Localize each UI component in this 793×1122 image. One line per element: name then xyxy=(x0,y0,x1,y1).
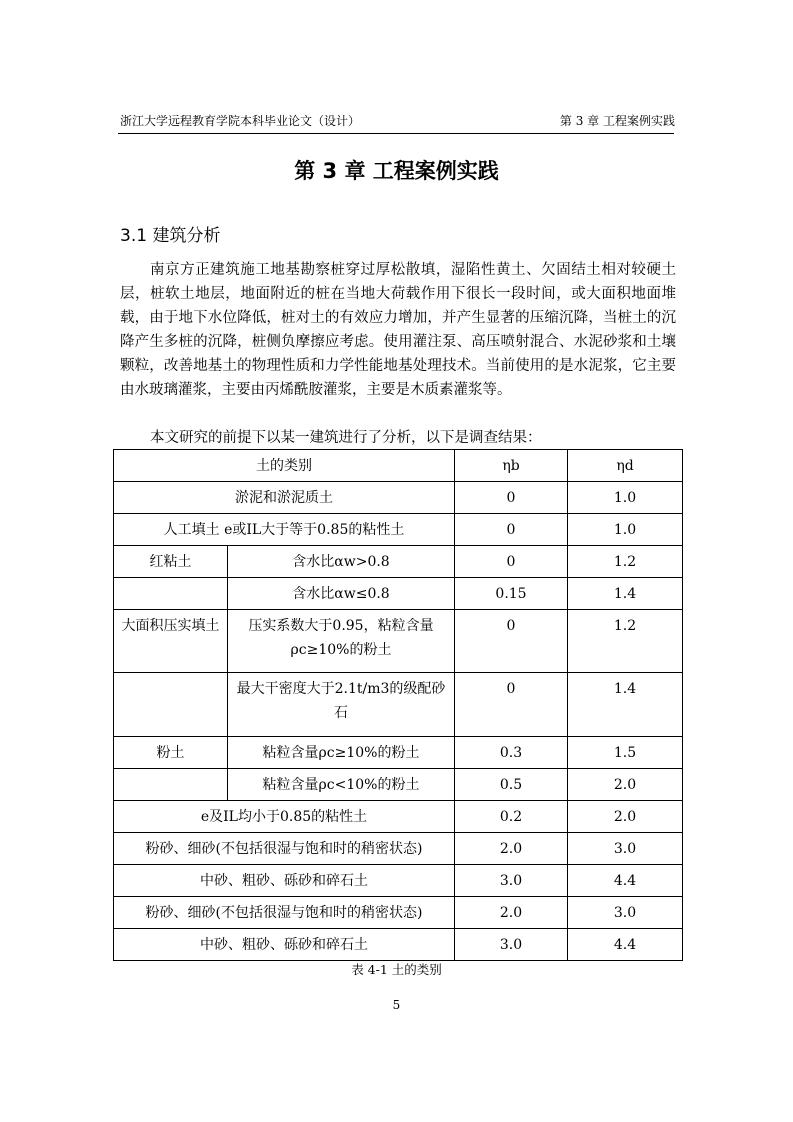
table-row xyxy=(114,578,683,610)
table-row xyxy=(114,801,683,833)
cell-subcategory: 最大干密度大于2.1t/m3的级配砂石 xyxy=(228,673,455,737)
cell-eta-b: 3.0 xyxy=(455,929,568,961)
cell-eta-b: 0 xyxy=(455,546,568,578)
table-row xyxy=(114,546,683,578)
cell-eta-d: 4.4 xyxy=(568,929,683,961)
cell-eta-b: 0.3 xyxy=(455,737,568,769)
cell-subcategory: 粘粒含量ρc≥10%的粉土 xyxy=(228,737,455,769)
cell-subcategory: 含水比αw≤0.8 xyxy=(228,578,455,610)
cell-eta-b: 2.0 xyxy=(455,833,568,865)
cell-eta-d: 1.0 xyxy=(568,482,683,514)
cell-group: 大面积压实填土 xyxy=(114,610,228,673)
running-header-left: 浙江大学远程教育学院本科毕业论文（设计） xyxy=(120,114,361,128)
cell-eta-d: 1.2 xyxy=(568,546,683,578)
cell-eta-d: 1.2 xyxy=(568,610,683,673)
cell-eta-d: 3.0 xyxy=(568,833,683,865)
table-row xyxy=(114,610,683,673)
cell-eta-b: 0 xyxy=(455,482,568,514)
chapter-title: 第 3 章 工程案例实践 xyxy=(294,159,499,183)
table-row xyxy=(114,737,683,769)
cell-eta-b: 0 xyxy=(455,610,568,673)
table-row xyxy=(114,833,683,865)
header-eta-d: ηd xyxy=(568,450,683,482)
cell-eta-b: 0.2 xyxy=(455,801,568,833)
table-row xyxy=(114,673,683,737)
table-row xyxy=(114,769,683,801)
cell-eta-d: 1.0 xyxy=(568,514,683,546)
cell-subcategory: 粘粒含量ρc<10%的粉土 xyxy=(228,769,455,801)
cell-eta-d: 1.4 xyxy=(568,673,683,737)
cell-eta-b: 0.15 xyxy=(455,578,568,610)
cell-group: 红粘土 xyxy=(114,546,228,578)
table-row xyxy=(114,514,683,546)
table-row xyxy=(114,865,683,897)
cell-category: 粉砂、细砂(不包括很湿与饱和时的稍密状态) xyxy=(114,833,455,865)
table-row xyxy=(114,929,683,961)
cell-eta-b: 2.0 xyxy=(455,897,568,929)
paragraph-intro: 南京方正建筑施工地基勘察桩穿过厚松散填，湿陷性黄土、欠固结土相对较硬土层，桩软土地层，地面附近的桩在当地大荷载作用下很长一段时间，或大面积地面堆载，由于地下水位降低，桩对土的有效应力增加，并产生显著的压缩沉降，当桩土的沉降产生多桩的沉降，桩侧负摩擦应考虑。使用灌注泵、高压喷射混合、水泥砂浆和土壤颗粒，改善地基土的物理性质和力学性能地基处理技术。当前使用的是水泥浆，它主要由水玻璃灌浆，主要由丙烯酰胺灌浆，主要是木质素灌浆等。 xyxy=(120,262,676,398)
cell-group-empty xyxy=(114,769,228,801)
paragraph-survey: 本文研究的前提下以某一建筑进行了分析，以下是调查结果： xyxy=(150,430,542,446)
cell-group-empty xyxy=(114,578,228,610)
cell-eta-d: 3.0 xyxy=(568,897,683,929)
soil-category-table xyxy=(113,449,683,961)
cell-eta-b: 0 xyxy=(455,514,568,546)
cell-eta-d: 1.4 xyxy=(568,578,683,610)
cell-category: e及IL均小于0.85的粘性土 xyxy=(114,801,455,833)
cell-subcategory: 含水比αw>0.8 xyxy=(228,546,455,578)
running-header-right: 第 3 章 工程案例实践 xyxy=(559,114,675,128)
cell-category: 粉砂、细砂(不包括很湿与饱和时的稍密状态) xyxy=(114,897,455,929)
cell-eta-d: 2.0 xyxy=(568,769,683,801)
page-number: 5 xyxy=(392,998,401,1012)
cell-eta-b: 0.5 xyxy=(455,769,568,801)
cell-eta-b: 0 xyxy=(455,673,568,737)
cell-eta-d: 4.4 xyxy=(568,865,683,897)
cell-eta-d: 2.0 xyxy=(568,801,683,833)
table-row xyxy=(114,897,683,929)
header-rule xyxy=(118,133,674,134)
header-category: 土的类别 xyxy=(114,450,455,482)
section-title: 3.1 建筑分析 xyxy=(120,226,221,246)
cell-category: 中砂、粗砂、砾砂和碎石土 xyxy=(114,865,455,897)
header-eta-b: ηb xyxy=(455,450,568,482)
cell-eta-b: 3.0 xyxy=(455,865,568,897)
cell-group: 粉土 xyxy=(114,737,228,769)
cell-category: 人工填土 e或IL大于等于0.85的粘性土 xyxy=(114,514,455,546)
cell-subcategory: 压实系数大于0.95，粘粒含量ρc≥10%的粉土 xyxy=(228,610,455,673)
cell-group-empty xyxy=(114,673,228,737)
table-header-row xyxy=(114,450,683,482)
table-caption: 表 4-1 土的类别 xyxy=(351,962,442,977)
cell-category: 中砂、粗砂、砾砂和碎石土 xyxy=(114,929,455,961)
cell-category: 淤泥和淤泥质土 xyxy=(114,482,455,514)
cell-eta-d: 1.5 xyxy=(568,737,683,769)
table-row xyxy=(114,482,683,514)
